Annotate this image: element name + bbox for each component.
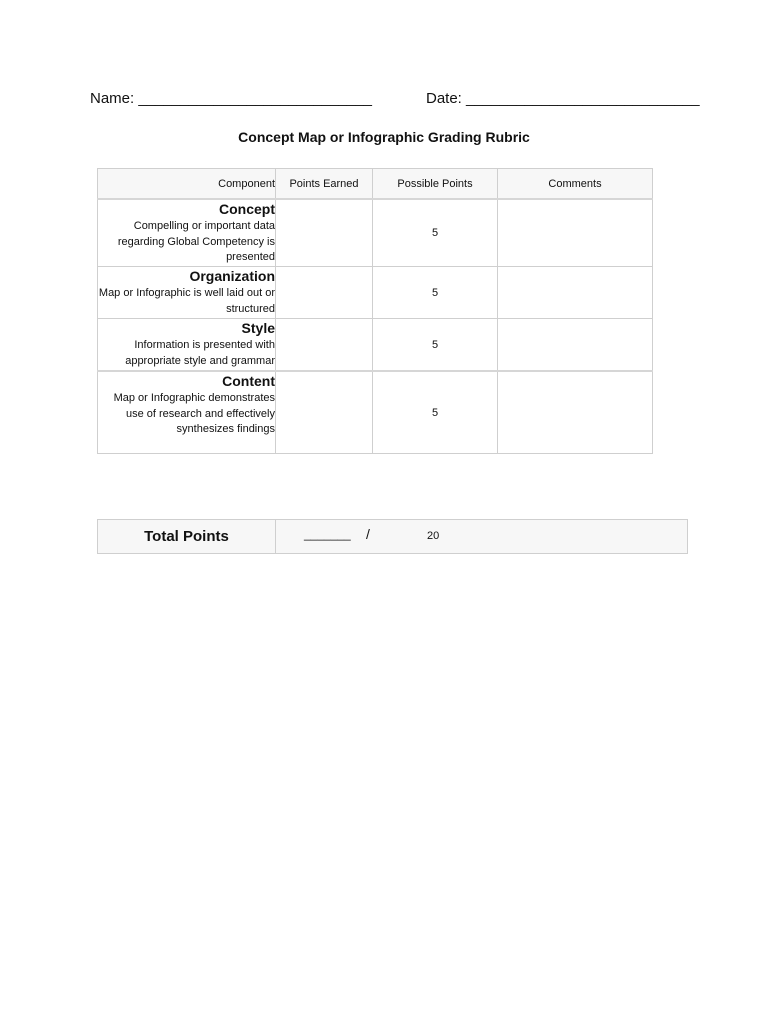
component-name: Organization [189, 268, 275, 284]
component-name: Concept [219, 201, 275, 217]
total-slash: / [366, 526, 370, 542]
column-header-points-earned: Points Earned [276, 169, 373, 200]
component-name: Content [222, 373, 275, 389]
comments-cell [498, 267, 653, 319]
component-cell [98, 319, 276, 372]
component-description: Information is presented with appropriate style and grammar [125, 339, 275, 367]
total-points-value-cell [276, 520, 688, 554]
component-description: Map or Infographic is well laid out or structured [98, 287, 275, 315]
table-row [98, 267, 653, 319]
column-header-possible-points: Possible Points [373, 169, 498, 200]
total-possible-points: 20 [427, 530, 440, 542]
total-points-label: Total Points [98, 520, 276, 554]
column-header-component: Component [98, 169, 276, 200]
table-row [98, 199, 653, 267]
possible-points-cell: 5 [373, 199, 498, 267]
total-earned-blank: _______ [304, 527, 351, 541]
comments-cell [498, 319, 653, 372]
table-row [98, 319, 653, 372]
date-field-label: Date: ____________________________ [426, 90, 700, 107]
comments-cell [498, 371, 653, 454]
component-description: Compelling or important data regarding Global Competency is presented [117, 220, 275, 263]
page-title: Concept Map or Infographic Grading Rubric [238, 129, 530, 145]
column-header-comments: Comments [498, 169, 653, 200]
points-earned-cell [276, 371, 373, 454]
points-earned-cell [276, 199, 373, 267]
component-cell [98, 267, 276, 319]
possible-points-cell: 5 [373, 267, 498, 319]
component-name: Style [241, 320, 275, 336]
points-earned-cell [276, 267, 373, 319]
table-row [98, 371, 653, 454]
points-earned-cell [276, 319, 373, 372]
possible-points-cell: 5 [373, 371, 498, 454]
component-cell [98, 199, 276, 267]
component-description: Map or Infographic demonstrates use of research and effectively synthesizes findings [113, 392, 275, 435]
comments-cell [498, 199, 653, 267]
possible-points-cell: 5 [373, 319, 498, 372]
total-points-table [97, 519, 688, 554]
component-cell [98, 371, 276, 454]
rubric-table [97, 168, 653, 454]
table-header-row [98, 169, 653, 200]
total-row [98, 520, 688, 554]
name-field-label: Name: ____________________________ [90, 90, 372, 107]
